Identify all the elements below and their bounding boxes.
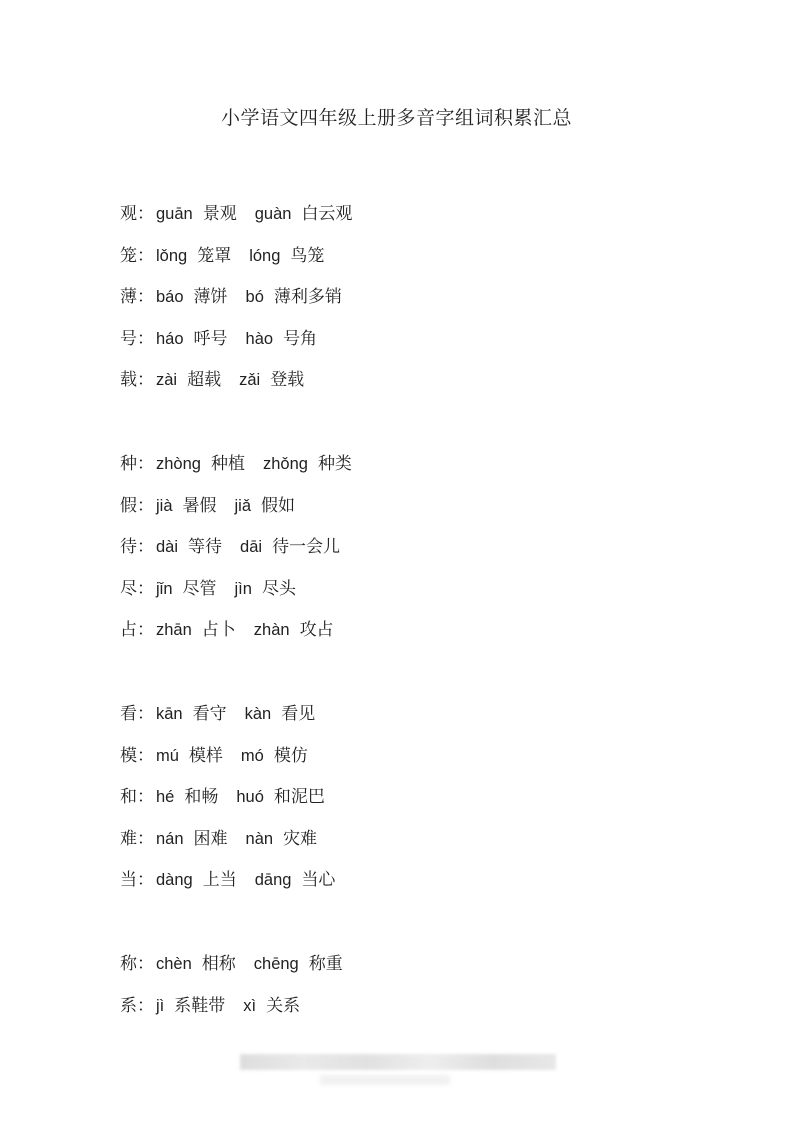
entry-character: 假 bbox=[120, 495, 137, 516]
entry-group bbox=[120, 449, 352, 657]
entry-word-1: 模样 bbox=[188, 745, 223, 766]
entry-word-1: 暑假 bbox=[182, 495, 217, 516]
entry-pinyin-1: háo bbox=[156, 329, 184, 348]
entry-colon: ： bbox=[137, 703, 154, 724]
entry-pinyin-2: kàn bbox=[244, 704, 272, 723]
entry-word-2: 当心 bbox=[301, 870, 336, 891]
entry-word-2: 待一会儿 bbox=[272, 537, 341, 558]
entry-word-1: 相称 bbox=[201, 953, 236, 974]
entry-character: 当 bbox=[120, 870, 137, 891]
entry-word-1: 等待 bbox=[188, 537, 223, 558]
entry-colon: ： bbox=[137, 453, 154, 474]
entry-pinyin-1: lǒng bbox=[156, 246, 188, 265]
entry-pinyin-2: guàn bbox=[254, 205, 292, 223]
entry-pinyin-2: nàn bbox=[245, 829, 274, 848]
entry-word-2: 种类 bbox=[317, 453, 352, 474]
polyphone-entry bbox=[120, 282, 352, 324]
entry-pinyin-2: dāi bbox=[240, 538, 263, 557]
blurred-footer-watermark-sub bbox=[320, 1075, 450, 1085]
polyphone-entry bbox=[120, 699, 352, 741]
entry-word-2: 鸟笼 bbox=[290, 245, 325, 266]
entry-colon: ： bbox=[137, 495, 154, 516]
entry-colon: ： bbox=[137, 745, 154, 766]
entry-character: 称 bbox=[120, 953, 137, 974]
polyphone-entry bbox=[120, 824, 352, 866]
entry-word-2: 称重 bbox=[308, 953, 343, 974]
entry-word-2: 薄利多销 bbox=[273, 287, 342, 308]
entry-word-2: 灾难 bbox=[283, 828, 318, 849]
entry-word-2: 看见 bbox=[281, 703, 316, 724]
polyphone-entry bbox=[120, 615, 352, 657]
polyphone-entry bbox=[120, 365, 352, 407]
entry-character: 号 bbox=[120, 328, 137, 349]
entry-character: 薄 bbox=[120, 287, 137, 308]
entry-word-2: 关系 bbox=[266, 995, 301, 1016]
entry-word-2: 假如 bbox=[261, 495, 296, 516]
entry-pinyin-1: mú bbox=[156, 746, 179, 765]
entry-pinyin-1: jì bbox=[156, 996, 165, 1015]
entry-word-2: 模仿 bbox=[273, 745, 308, 766]
entry-word-1: 困难 bbox=[193, 828, 228, 849]
entry-word-1: 薄饼 bbox=[193, 287, 228, 308]
entry-pinyin-1: chèn bbox=[156, 954, 192, 973]
entry-colon: ： bbox=[137, 328, 154, 349]
entry-character: 和 bbox=[120, 787, 137, 808]
entry-colon: ： bbox=[137, 245, 154, 266]
entry-pinyin-1: zhān bbox=[156, 621, 192, 640]
blurred-footer-watermark bbox=[240, 1054, 556, 1070]
entry-pinyin-2: hào bbox=[245, 329, 274, 348]
entry-word-1: 和畅 bbox=[184, 787, 219, 808]
entry-pinyin-1: dài bbox=[156, 538, 179, 557]
entry-colon: ： bbox=[137, 828, 154, 849]
entry-pinyin-2: zhàn bbox=[253, 621, 290, 640]
entry-pinyin-2: zhǒng bbox=[262, 454, 308, 473]
entry-word-2: 和泥巴 bbox=[273, 787, 325, 808]
entry-character: 载 bbox=[120, 370, 137, 391]
polyphone-entry bbox=[120, 949, 352, 991]
entry-colon: ： bbox=[137, 787, 154, 808]
entry-group bbox=[120, 949, 352, 1032]
entry-pinyin-1: dàng bbox=[156, 871, 193, 890]
entry-word-2: 号角 bbox=[283, 328, 318, 349]
entry-character: 笼 bbox=[120, 245, 137, 266]
entry-word-2: 白云观 bbox=[301, 204, 353, 224]
entry-word-1: 上当 bbox=[202, 870, 237, 891]
entry-word-2: 登载 bbox=[270, 370, 305, 391]
entry-pinyin-1: hé bbox=[156, 788, 175, 807]
entry-colon: ： bbox=[137, 870, 154, 891]
polyphone-entry bbox=[120, 574, 352, 616]
entry-pinyin-2: jìn bbox=[234, 579, 252, 598]
entry-pinyin-2: lóng bbox=[249, 246, 281, 265]
polyphone-entry bbox=[120, 865, 352, 907]
polyphone-entry bbox=[120, 199, 352, 241]
entry-pinyin-1: jǐn bbox=[156, 579, 173, 598]
entry-colon: ： bbox=[137, 537, 154, 558]
entry-word-1: 尽管 bbox=[182, 578, 217, 599]
polyphone-entry bbox=[120, 491, 352, 533]
entry-character: 待 bbox=[120, 537, 137, 558]
entry-word-1: 呼号 bbox=[193, 328, 228, 349]
entry-word-1: 超载 bbox=[187, 370, 222, 391]
entry-word-1: 看守 bbox=[192, 703, 227, 724]
entry-pinyin-2: xì bbox=[243, 996, 257, 1015]
entry-pinyin-2: huó bbox=[236, 788, 264, 807]
polyphone-entry bbox=[120, 532, 352, 574]
entry-colon: ： bbox=[137, 287, 154, 308]
entry-word-1: 笼罩 bbox=[197, 245, 232, 266]
entry-character: 模 bbox=[120, 745, 137, 766]
polyphone-entry-list bbox=[120, 199, 352, 1074]
entry-word-2: 攻占 bbox=[299, 620, 334, 641]
entry-word-1: 景观 bbox=[202, 204, 237, 224]
entry-group bbox=[120, 199, 352, 407]
entry-group bbox=[120, 699, 352, 907]
entry-character: 系 bbox=[120, 995, 137, 1016]
entry-character: 种 bbox=[120, 453, 137, 474]
entry-colon: ： bbox=[137, 578, 154, 599]
entry-character: 尽 bbox=[120, 578, 137, 599]
entry-colon: ： bbox=[137, 204, 154, 224]
entry-pinyin-1: báo bbox=[156, 288, 184, 307]
entry-pinyin-1: zài bbox=[156, 371, 178, 390]
entry-pinyin-2: mó bbox=[240, 746, 264, 765]
entry-colon: ： bbox=[137, 370, 154, 391]
entry-pinyin-2: dāng bbox=[254, 871, 292, 890]
entry-colon: ： bbox=[137, 995, 154, 1016]
page-title: 小学语文四年级上册多音字组词积累汇总 bbox=[220, 107, 572, 129]
entry-pinyin-1: zhòng bbox=[156, 454, 201, 473]
entry-colon: ： bbox=[137, 620, 154, 641]
polyphone-entry bbox=[120, 782, 352, 824]
entry-pinyin-1: nán bbox=[156, 829, 184, 848]
entry-pinyin-1: guān bbox=[156, 205, 193, 223]
entry-pinyin-2: jiǎ bbox=[234, 496, 252, 515]
polyphone-entry bbox=[120, 741, 352, 783]
entry-word-1: 占卜 bbox=[201, 620, 236, 641]
entry-character: 观 bbox=[120, 204, 137, 224]
entry-character: 看 bbox=[120, 703, 137, 724]
entry-pinyin-2: zǎi bbox=[239, 371, 261, 390]
entry-word-1: 种植 bbox=[210, 453, 245, 474]
entry-word-1: 系鞋带 bbox=[174, 995, 226, 1016]
entry-pinyin-1: kān bbox=[156, 704, 183, 723]
polyphone-entry bbox=[120, 241, 352, 283]
polyphone-entry bbox=[120, 991, 352, 1033]
entry-word-2: 尽头 bbox=[261, 578, 296, 599]
entry-character: 难 bbox=[120, 828, 137, 849]
entry-character: 占 bbox=[120, 620, 137, 641]
entry-colon: ： bbox=[137, 953, 154, 974]
entry-pinyin-1: jià bbox=[156, 496, 173, 515]
polyphone-entry bbox=[120, 449, 352, 491]
entry-pinyin-2: bó bbox=[245, 288, 264, 307]
polyphone-entry bbox=[120, 324, 352, 366]
entry-pinyin-2: chēng bbox=[253, 954, 299, 973]
